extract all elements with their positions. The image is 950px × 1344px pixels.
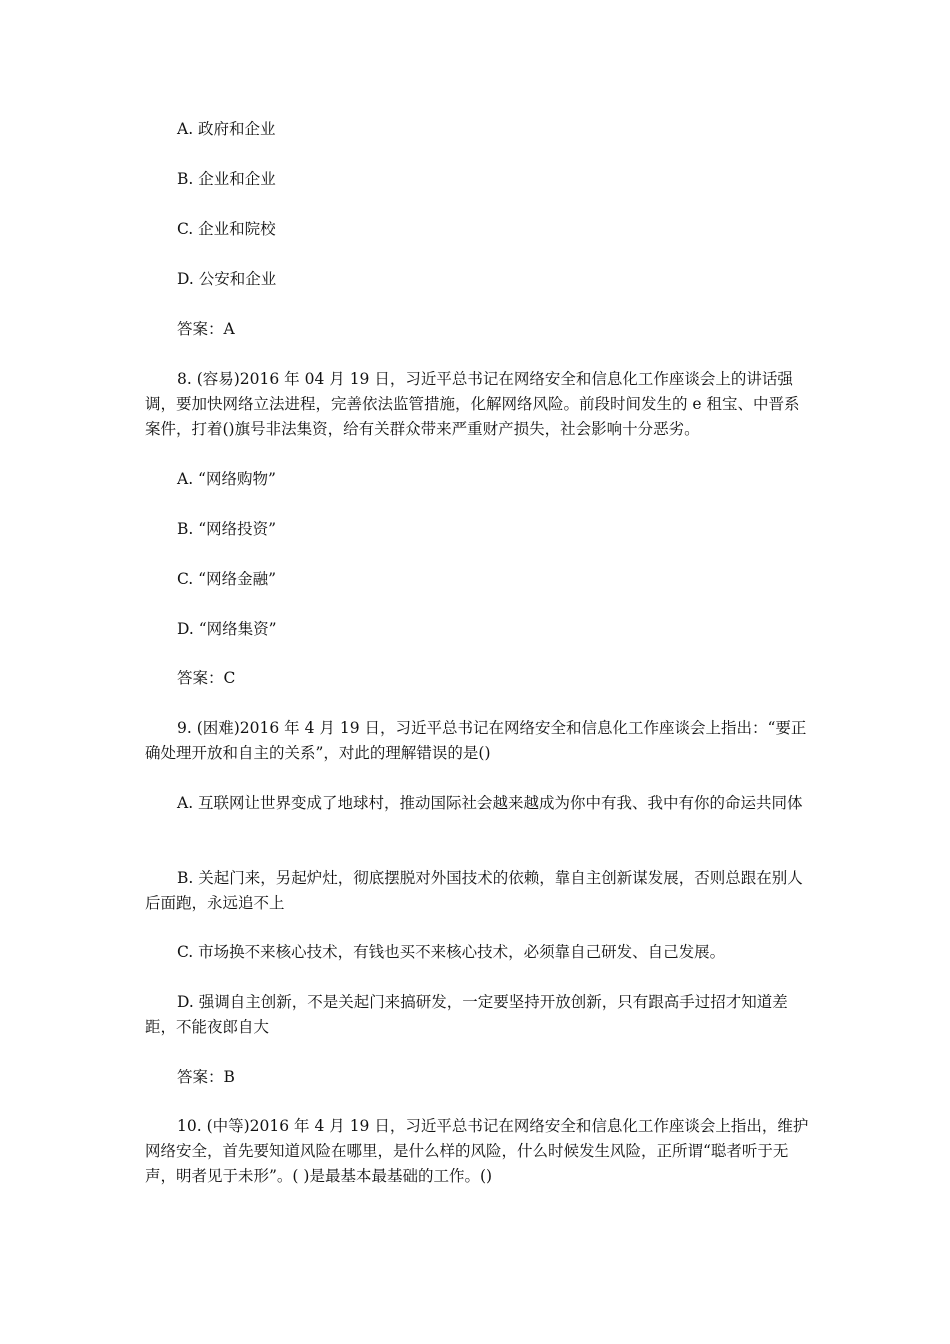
q8-answer: 答案：C <box>177 669 236 687</box>
q9-option-a: A. 互联网让世界变成了地球村，推动国际社会越来越成为你中有我、我中有你的命运共同体 <box>177 794 803 812</box>
q9-option-d: D. 强调自主创新，不是关起门来搞研发，一定要坚持开放创新，只有跟高手过招才知道差距，不能夜郎自大 <box>145 993 788 1036</box>
q8-option-c: C. “网络金融” <box>177 570 277 588</box>
q9-answer: 答案：B <box>177 1068 235 1086</box>
q9-stem: 9. (困难)2016 年 4 月 19 日，习近平总书记在网络安全和信息化工作座谈会上指出：“要正确处理开放和自主的关系”，对此的理解错误的是() <box>145 719 807 762</box>
q10-stem: 10. (中等)2016 年 4 月 19 日，习近平总书记在网络安全和信息化工作座谈会上指出，维护网络安全，首先要知道风险在哪里，是什么样的风险，什么时候发生风险，正所谓“聪者听于无声，明者见于未形”。( )是最基本最基础的工作。() <box>145 1117 809 1185</box>
q7-option-a: A. 政府和企业 <box>177 120 276 138</box>
q8-option-d: D. “网络集资” <box>177 620 277 638</box>
q8-option-a: A. “网络购物” <box>177 470 276 488</box>
q9-option-c: C. 市场换不来核心技术，有钱也买不来核心技术，必须靠自己研发、自己发展。 <box>177 943 726 961</box>
q7-option-c: C. 企业和院校 <box>177 220 276 238</box>
q9-option-b: B. 关起门来，另起炉灶，彻底摆脱对外国技术的依赖，靠自主创新谋发展，否则总跟在别人后面跑，永远追不上 <box>145 869 803 912</box>
q7-option-d: D. 公安和企业 <box>177 270 277 288</box>
q8-option-b: B. “网络投资” <box>177 520 277 538</box>
q8-stem: 8. (容易)2016 年 04 月 19 日，习近平总书记在网络安全和信息化工作座谈会上的讲话强调，要加快网络立法进程，完善依法监管措施，化解网络风险。前段时间发生的 e 租宝、中晋系案件，打着()旗号非法集资，给有关群众带来严重财产损失，社会影响十分恶劣。 <box>145 370 800 438</box>
q7-option-b: B. 企业和企业 <box>177 170 276 188</box>
q7-answer: 答案：A <box>177 320 235 338</box>
